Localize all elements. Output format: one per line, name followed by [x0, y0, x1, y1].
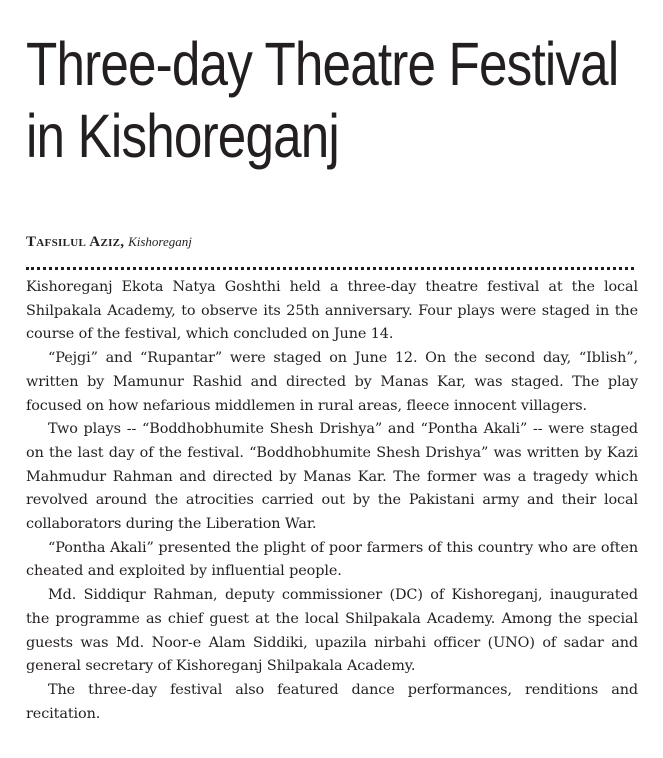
paragraph-3: Two plays -- “Boddhobhumite Shesh Drishya” and “Pontha Akali” -- were staged on the last day of the festival. “Boddhobhumite Shesh Drishya” was written by Kazi Mahmudur Rahman and directed by Manas Kar. The former was a tragedy which revolved around the atrocities carried out by the Pakistani army and their local collaborators during the Liberation War.	[26, 421, 638, 533]
paragraph-5: Md. Siddiqur Rahman, deputy commissioner (DC) of Kishoreganj, inaugurated the programme as chief guest at the local Shilpakala Academy. Among the special guests was Md. Noor-e Alam Siddiki, upazila nirbahi officer (UNO) of sadar and general secretary of Kishoreganj Shilpakala Academy.	[26, 587, 638, 675]
headline-line-2: in Kishoreganj	[26, 102, 339, 170]
paragraph-6: The three-day festival also featured dance performances, renditions and recitation.	[26, 681, 638, 722]
byline	[26, 234, 192, 251]
paragraph-4: “Pontha Akali” presented the plight of poor farmers of this country who are often cheated and exploited by influential people.	[26, 539, 638, 580]
article-body	[26, 276, 638, 726]
paragraph-2: “Pejgi” and “Rupantar” were staged on June 12. On the second day, “Iblish”, written by Mamunur Rashid and directed by Manas Kar, was staged. The play focused on how nefarious middlemen in rural areas, fleece innocent villagers.	[26, 350, 638, 414]
byline-place: Kishoreganj	[128, 234, 192, 249]
byline-author: Tafsilul Aziz,	[26, 234, 125, 250]
paragraph-1: Kishoreganj Ekota Natya Goshthi held a three-day theatre festival at the local Shilpakala Academy, to observe its 25th anniversary. Four plays were staged in the course of the festival, which concluded on June 14.	[26, 279, 638, 343]
headline	[26, 28, 619, 172]
headline-line-1: Three-day Theatre Festival	[26, 30, 619, 98]
dotted-divider	[26, 267, 634, 270]
